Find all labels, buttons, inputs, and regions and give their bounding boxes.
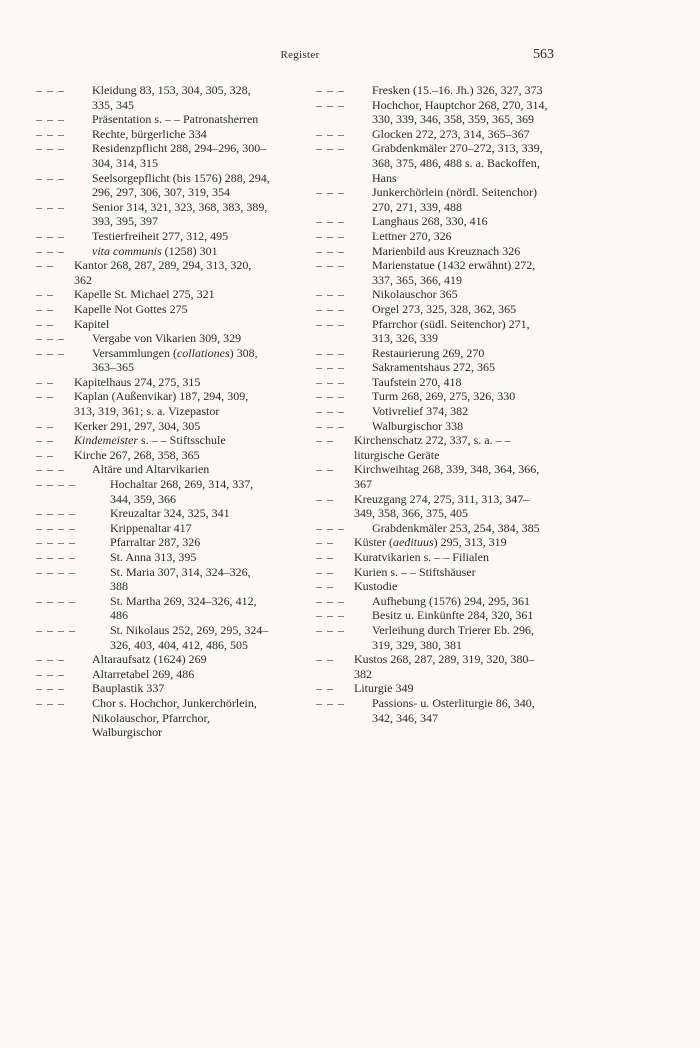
index-entry xyxy=(36,331,270,346)
entry-level-dashes: – – xyxy=(36,301,54,316)
index-entry xyxy=(316,623,550,652)
index-entry xyxy=(36,681,270,696)
entry-level-dashes: – – – xyxy=(316,520,345,535)
page-number: 563 xyxy=(533,47,554,62)
entry-text: Besitz u. Einkünfte 284, 320, 361 xyxy=(372,608,534,623)
entry-level-dashes: – – – xyxy=(36,141,65,156)
index-entry xyxy=(316,389,550,404)
entry-text: Grabdenkmäler 253, 254, 384, 385 xyxy=(372,520,540,535)
index-entry xyxy=(316,244,550,259)
index-entry xyxy=(36,506,270,521)
entry-text: Kerker 291, 297, 304, 305 xyxy=(74,418,201,433)
entry-text: Kreuzaltar 324, 325, 341 xyxy=(110,506,230,521)
entry-level-dashes: – – – – xyxy=(36,477,76,492)
index-entry xyxy=(36,550,270,565)
entry-level-dashes: – – xyxy=(36,389,54,404)
index-entry xyxy=(316,360,550,375)
index-entry xyxy=(36,127,270,142)
index-entry xyxy=(36,317,270,332)
entry-text: Restaurierung 269, 270 xyxy=(372,345,485,360)
index-entry xyxy=(316,404,550,419)
entry-text: Walburgischor 338 xyxy=(372,418,464,433)
entry-text: Votivrelief 374, 382 xyxy=(372,404,469,419)
index-entry xyxy=(316,550,550,565)
entry-level-dashes: – – – xyxy=(36,170,65,185)
entry-text: Glocken 272, 273, 314, 365–367 xyxy=(372,126,530,141)
entry-text: Hochchor, Hauptchor 268, 270, 314, 330, 339, 346, 358, 359, 365, 369 xyxy=(372,97,548,127)
index-entry xyxy=(36,346,270,375)
entry-text: Orgel 273, 325, 328, 362, 365 xyxy=(372,301,517,316)
entry-level-dashes: – – xyxy=(36,258,54,273)
entry-text: Kuratvikarien s. – – Filialen xyxy=(354,550,489,564)
index-entry xyxy=(36,462,270,477)
entry-level-dashes: – – – xyxy=(36,462,65,477)
entry-text: Chor s. Hochchor, Junkerchörlein, Nikolauschor, Pfarrchor, Walburgischor xyxy=(92,695,257,740)
entry-text: Grabdenkmäler 270–272, 313, 339, 368, 375, 486, 488 s. a. Backoffen, Hans xyxy=(372,141,543,185)
index-entry xyxy=(36,389,270,418)
entry-level-dashes: – – xyxy=(316,462,334,477)
entry-text: Altäre und Altarvikarien xyxy=(92,462,210,477)
entry-level-dashes: – – xyxy=(316,564,334,579)
index-entry xyxy=(36,200,270,229)
index-entry xyxy=(316,419,550,434)
entry-text: Residenzpflicht 288, 294–296, 300–304, 314, 315 xyxy=(92,141,267,170)
entry-level-dashes: – – xyxy=(316,652,334,667)
entry-text: Marienstatue (1432 erwähnt) 272, 337, 365, 366, 419 xyxy=(372,258,536,287)
index-entry xyxy=(36,375,270,390)
entry-level-dashes: – – xyxy=(36,374,54,389)
index-entry xyxy=(316,185,550,214)
entry-level-dashes: – – – – xyxy=(36,564,76,579)
index-entry xyxy=(316,433,550,462)
entry-level-dashes: – – xyxy=(316,681,334,696)
entry-text: Verleihung durch Trierer Eb. 296, 319, 329, 380, 381 xyxy=(372,622,534,652)
entry-level-dashes: – – – xyxy=(316,126,345,141)
entry-level-dashes: – – – xyxy=(316,608,345,623)
entry-level-dashes: – – – xyxy=(316,243,345,258)
entry-text: Lettner 270, 326 xyxy=(372,228,452,243)
entry-text: Langhaus 268, 330, 416 xyxy=(372,214,488,229)
index-entry xyxy=(36,171,270,200)
entry-level-dashes: – – – xyxy=(316,695,345,710)
entry-text: Sakramentshaus 272, 365 xyxy=(372,360,495,375)
index-entry xyxy=(316,287,550,302)
index-entry xyxy=(36,112,270,127)
index-entry xyxy=(36,419,270,434)
entry-text: Versammlungen (collationes) 308, 363–365 xyxy=(92,345,258,375)
entry-level-dashes: – – – xyxy=(316,404,345,419)
entry-level-dashes: – – – xyxy=(316,228,345,243)
entry-level-dashes: – – – – xyxy=(36,550,76,564)
index-entry xyxy=(316,302,550,317)
index-entry xyxy=(316,565,550,580)
entry-text: Testierfreiheit 277, 312, 495 xyxy=(92,228,229,243)
entry-text: Altaraufsatz (1624) 269 xyxy=(92,652,207,667)
entry-text: Kreuzgang 274, 275, 311, 313, 347–349, 358, 366, 375, 405 xyxy=(354,491,530,521)
index-entry xyxy=(316,83,550,98)
entry-level-dashes: – – – xyxy=(36,652,65,667)
entry-level-dashes: – – – xyxy=(316,593,345,608)
entry-text: Kantor 268, 287, 289, 294, 313, 320, 362 xyxy=(74,258,252,287)
entry-text: Liturgie 349 xyxy=(354,681,414,696)
entry-level-dashes: – – – xyxy=(316,258,345,273)
entry-text: Seelsorgepflicht (bis 1576) 288, 294, 296, 297, 306, 307, 319, 354 xyxy=(92,170,270,200)
index-entry xyxy=(316,462,550,491)
entry-level-dashes: – – – xyxy=(316,141,345,156)
entry-level-dashes: – – xyxy=(36,287,54,302)
entry-text: St. Martha 269, 324–326, 412, 486 xyxy=(110,593,257,623)
entry-level-dashes: – – – – xyxy=(36,535,76,550)
index-entry xyxy=(36,433,270,448)
entry-level-dashes: – – – – xyxy=(36,506,76,521)
entry-text: Kustos 268, 287, 289, 319, 320, 380–382 xyxy=(354,652,535,681)
entry-level-dashes: – – – xyxy=(316,622,345,637)
entry-text: Küster (aedituus) 295, 313, 319 xyxy=(354,535,507,550)
entry-text: Junkerchörlein (nördl. Seitenchor) 270, 271, 339, 488 xyxy=(372,185,537,214)
entry-text: Krippenaltar 417 xyxy=(110,520,192,535)
index-entry xyxy=(36,652,270,667)
entry-level-dashes: – – – xyxy=(36,331,65,346)
entry-level-dashes: – – xyxy=(316,535,334,550)
entry-text: Kaplan (Außenvikar) 187, 294, 309, 313, 319, 361; s. a. Vizepastor xyxy=(74,389,249,419)
entry-level-dashes: – – – xyxy=(316,301,345,316)
index-entry xyxy=(36,521,270,536)
entry-level-dashes: – – xyxy=(316,550,334,564)
index-entry xyxy=(36,141,270,170)
index-entry xyxy=(36,229,270,244)
index-column-left xyxy=(36,83,270,740)
index-entry xyxy=(36,477,270,506)
index-entry xyxy=(316,696,550,725)
index-entry xyxy=(36,244,270,259)
index-entry xyxy=(36,594,270,623)
entry-text: Taufstein 270, 418 xyxy=(372,374,462,389)
index-entry xyxy=(316,681,550,696)
entry-level-dashes: – – xyxy=(316,579,334,594)
index-entry xyxy=(316,317,550,346)
index-entry xyxy=(316,346,550,361)
entry-text: Kustodie xyxy=(354,579,398,594)
index-entry xyxy=(36,667,270,682)
index-column-right xyxy=(316,83,550,725)
entry-text: Kapitelhaus 274, 275, 315 xyxy=(74,374,201,389)
index-entry xyxy=(316,141,550,185)
entry-text: Passions- u. Osterliturgie 86, 340, 342, 346, 347 xyxy=(372,695,535,725)
entry-level-dashes: – – – xyxy=(316,185,345,200)
entry-level-dashes: – – – – xyxy=(36,622,76,637)
index-entry xyxy=(316,521,550,536)
entry-level-dashes: – – – xyxy=(316,287,345,302)
index-entry xyxy=(316,594,550,609)
entry-level-dashes: – – – xyxy=(316,316,345,331)
entry-text: Kurien s. – – Stiftshäuser xyxy=(354,564,476,579)
index-entry xyxy=(316,214,550,229)
entry-level-dashes: – – – xyxy=(36,228,65,243)
index-entry xyxy=(36,258,270,287)
index-entry xyxy=(316,375,550,390)
entry-level-dashes: – – – xyxy=(36,126,65,141)
entry-level-dashes: – – – xyxy=(316,374,345,389)
entry-level-dashes: – – – xyxy=(36,243,65,258)
entry-level-dashes: – – – xyxy=(36,199,65,214)
entry-level-dashes: – – – xyxy=(316,214,345,229)
index-entry xyxy=(36,287,270,302)
entry-text: Pfarrchor (südl. Seitenchor) 271, 313, 326, 339 xyxy=(372,316,530,346)
index-entry xyxy=(36,83,270,112)
entry-level-dashes: – – xyxy=(36,433,54,448)
entry-text: Kirche 267, 268, 358, 365 xyxy=(74,447,200,462)
entry-level-dashes: – – – xyxy=(316,83,345,97)
entry-text: Fresken (15.–16. Jh.) 326, 327, 373 xyxy=(372,83,543,97)
entry-level-dashes: – – – xyxy=(36,345,65,360)
index-entry xyxy=(36,565,270,594)
entry-text: Marienbild aus Kreuznach 326 xyxy=(372,243,521,258)
index-entry xyxy=(316,127,550,142)
entry-text: Präsentation s. – – Patronatsherren xyxy=(92,112,259,127)
index-entry xyxy=(316,98,550,127)
entry-level-dashes: – – – xyxy=(316,360,345,375)
entry-level-dashes: – – – xyxy=(316,389,345,404)
index-entry xyxy=(316,579,550,594)
entry-text: Kapelle Not Gottes 275 xyxy=(74,301,188,316)
entry-text: Vergabe von Vikarien 309, 329 xyxy=(92,331,242,346)
entry-text: Bauplastik 337 xyxy=(92,681,165,696)
entry-level-dashes: – – xyxy=(36,418,54,433)
entry-level-dashes: – – xyxy=(36,447,54,462)
entry-text: Senior 314, 321, 323, 368, 383, 389, 393, 395, 397 xyxy=(92,199,268,229)
entry-text: St. Anna 313, 395 xyxy=(110,550,197,564)
index-entry xyxy=(316,229,550,244)
running-title: Register xyxy=(280,49,320,61)
index-entry xyxy=(316,652,550,681)
entry-text: Kindemeister s. – – Stiftsschule xyxy=(74,433,226,448)
entry-text: St. Maria 307, 314, 324–326, 388 xyxy=(110,564,251,594)
page-header xyxy=(0,0,700,80)
entry-text: Hochaltar 268, 269, 314, 337, 344, 359, 366 xyxy=(110,477,254,506)
entry-text: Kapelle St. Michael 275, 321 xyxy=(74,287,215,302)
entry-text: Kleidung 83, 153, 304, 305, 328, 335, 345 xyxy=(92,83,251,112)
index-entry xyxy=(316,258,550,287)
entry-level-dashes: – – – xyxy=(316,418,345,433)
entry-level-dashes: – – – – xyxy=(36,593,76,608)
entry-text: Altarretabel 269, 486 xyxy=(92,666,195,681)
entry-level-dashes: – – – – xyxy=(36,520,76,535)
entry-level-dashes: – – – xyxy=(316,345,345,360)
index-entry xyxy=(36,696,270,740)
entry-level-dashes: – – – xyxy=(36,695,65,710)
index-entry xyxy=(36,448,270,463)
index-entry xyxy=(36,302,270,317)
entry-level-dashes: – – – xyxy=(36,112,65,127)
entry-level-dashes: – – xyxy=(316,433,334,448)
entry-text: Turm 268, 269, 275, 326, 330 xyxy=(372,389,516,404)
entry-text: Pfarraltar 287, 326 xyxy=(110,535,201,550)
index-entry xyxy=(316,608,550,623)
entry-level-dashes: – – – xyxy=(316,97,345,112)
entry-text: Kirchenschatz 272, 337, s. a. – – liturgische Geräte xyxy=(354,433,511,462)
entry-level-dashes: – – – xyxy=(36,83,65,97)
index-entry xyxy=(36,623,270,652)
index-entry xyxy=(316,535,550,550)
entry-text: St. Nikolaus 252, 269, 295, 324–326, 403, 404, 412, 486, 505 xyxy=(110,622,269,652)
entry-text: Kapitel xyxy=(74,316,110,331)
index-entry xyxy=(36,535,270,550)
entry-level-dashes: – – – xyxy=(36,681,65,696)
entry-level-dashes: – – xyxy=(316,491,334,506)
entry-text: Rechte, bürgerliche 334 xyxy=(92,126,207,141)
index-entry xyxy=(316,492,550,521)
entry-text: Aufhebung (1576) 294, 295, 361 xyxy=(372,593,530,608)
entry-text: Kirchweihtag 268, 339, 348, 364, 366, 367 xyxy=(354,462,540,492)
entry-text: Nikolauschor 365 xyxy=(372,287,458,302)
entry-level-dashes: – – – xyxy=(36,666,65,681)
entry-text: vita communis (1258) 301 xyxy=(92,243,218,258)
entry-level-dashes: – – xyxy=(36,316,54,331)
